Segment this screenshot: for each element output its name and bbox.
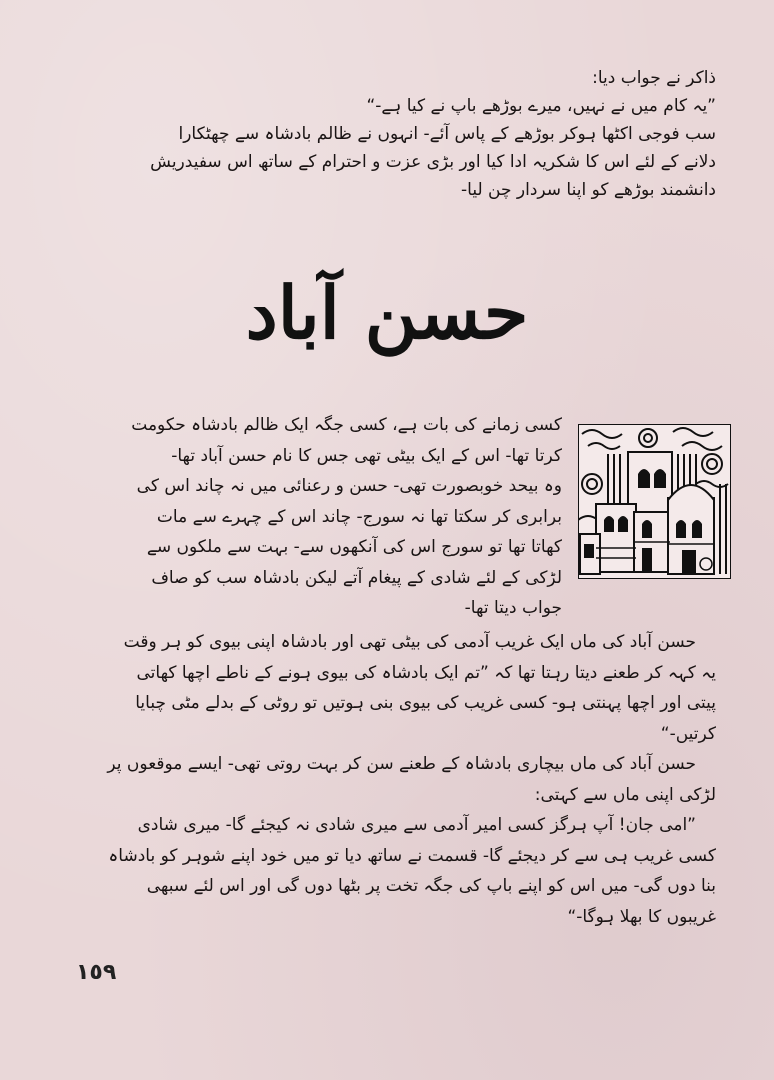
- top-text-block: [76, 64, 716, 204]
- story-title: حسن آباد: [245, 270, 529, 355]
- text-line: کرتیں-“: [660, 723, 716, 744]
- text-line: پیتی اور اچھا پہنتی ہو- کسی غریب کی بیوی بنی ہوتیں تو روٹی کے بدلے مٹی چبایا: [135, 693, 716, 713]
- text-line: ذاکر نے جواب دیا:: [592, 68, 716, 88]
- text-line: ”امی جان! آپ ہرگز کسی امیر آدمی سے میری شادی نہ کیجئے گا- میری شادی: [137, 815, 696, 835]
- text-line: برابری کر سکتا تھا نہ سورج- چاند اس کے چہرے سے مات: [156, 506, 562, 527]
- text-line: لڑکی کے لئے شادی کے پیغام آتے لیکن بادشاہ سب کو صاف: [151, 567, 562, 588]
- text-line: کھاتا تھا تو سورج اس کی آنکھوں سے- بہت سے ملکوں سے: [146, 537, 562, 557]
- text-line: کرتا تھا- اس کے ایک بیٹی تھی جس کا نام حسن آباد تھا-: [171, 445, 562, 466]
- text-line: وہ بیحد خوبصورت تھی- حسن و رعنائی میں نہ چاند اس کی: [136, 476, 562, 496]
- opening-paragraph: [62, 410, 562, 624]
- text-line: ”یہ کام میں نے نہیں، میرے بوڑھے باپ نے کیا ہے-“: [366, 96, 716, 116]
- text-line: کسی زمانے کی بات ہے، کسی جگہ ایک ظالم بادشاہ حکومت: [131, 415, 562, 435]
- text-line: یہ کہہ کر طعنے دیتا رہتا تھا کہ ”تم ایک بادشاہ کی بیوی ہونے کے ناطے اچھا کھاتی: [136, 662, 716, 683]
- page-number: ١٥٩: [76, 960, 117, 985]
- text-line: جواب دیتا تھا-: [464, 598, 562, 618]
- text-line: غریبوں کا بھلا ہوگا-“: [567, 906, 716, 927]
- text-line: دانشمند بوڑھے کو اپنا سردار چن لیا-: [461, 180, 716, 200]
- text-line: سب فوجی اکٹھا ہوکر بوڑھے کے پاس آئے- انہوں نے ظالم بادشاہ سے چھٹکارا: [178, 124, 716, 144]
- city-buildings-illustration: [578, 424, 731, 579]
- lower-text-block: [66, 627, 716, 932]
- text-line: لڑکی اپنی ماں سے کہتی:: [534, 784, 716, 805]
- text-line: حسن آباد کی ماں ایک غریب آدمی کی بیٹی تھی اور بادشاہ اپنی بیوی کو ہر وقت: [123, 632, 696, 652]
- text-line: بنا دوں گی- میں اس کو اپنے باپ کی جگہ تخت پر بٹھا دوں گی اور اس لئے سبھی: [146, 876, 716, 896]
- text-line: کسی غریب ہی سے کر دیجئے گا- قسمت نے ساتھ دیا تو میں خود اپنے شوہر کو بادشاہ: [108, 845, 716, 866]
- text-line: حسن آباد کی ماں بیچاری بادشاہ کے طعنے سن کر بہت روتی تھی- ایسے موقعوں پر: [107, 754, 696, 774]
- text-line: دلانے کے لئے اس کا شکریہ ادا کیا اور بڑی عزت و احترام کے ساتھ اس سفیدریش: [150, 152, 716, 172]
